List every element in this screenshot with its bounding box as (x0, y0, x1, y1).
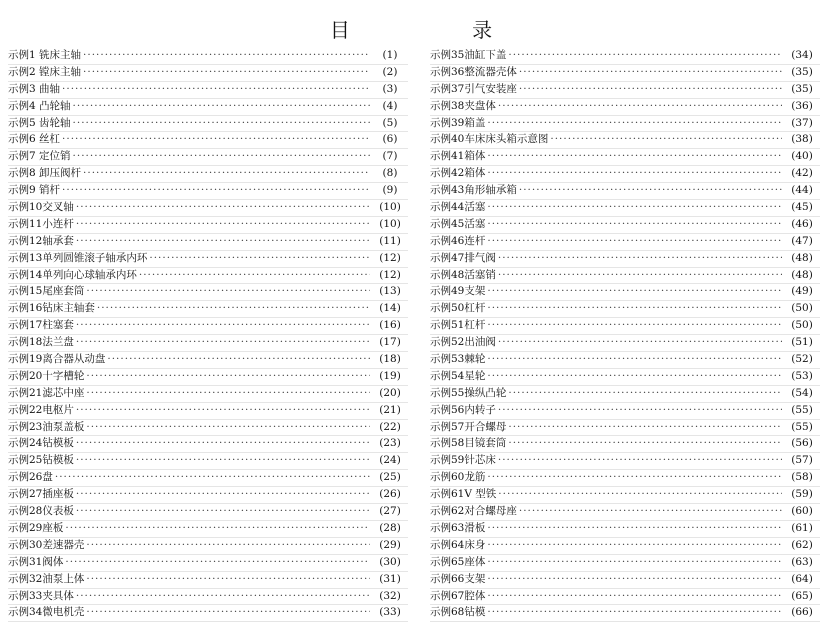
toc-entry-label: 示例12轴承套 (8, 234, 74, 247)
dot-leader (149, 251, 370, 267)
toc-entry-page-number: ( 33 ) (372, 605, 408, 621)
toc-entry-page-number: ( 42 ) (784, 166, 820, 182)
toc-entry-page-number: ( 16 ) (372, 318, 408, 334)
toc-entry (430, 301, 820, 318)
toc-entry-label: 示例14单列向心球轴承内环 (8, 268, 137, 281)
toc-entry (430, 183, 820, 200)
dot-leader (76, 335, 370, 351)
toc-entry (8, 217, 408, 234)
dot-leader (508, 386, 782, 402)
dot-leader (550, 132, 782, 148)
dot-leader (487, 605, 782, 621)
toc-entry (8, 116, 408, 133)
toc-entry (8, 48, 408, 65)
dot-leader (76, 589, 370, 605)
dot-leader (86, 386, 370, 402)
toc-entry-label: 示例18法兰盘 (8, 336, 74, 349)
toc-entry-label: 示例13单列圆锥滚子轴承内环 (8, 251, 148, 264)
toc-entry-page-number: ( 59 ) (784, 487, 820, 503)
dot-leader (487, 352, 782, 368)
toc-entry-label: 示例27插座板 (8, 488, 74, 501)
dot-leader (86, 420, 370, 436)
toc-entry (430, 470, 820, 487)
dot-leader (487, 589, 782, 605)
toc-entry-label: 示例36整流器壳体 (430, 65, 517, 78)
toc-entry-label: 示例46连杆 (430, 234, 486, 247)
toc-entry-label: 示例68钻模 (430, 606, 486, 619)
toc-entry-page-number: ( 51 ) (784, 335, 820, 351)
dot-leader (86, 369, 370, 385)
toc-entry-page-number: ( 12 ) (372, 251, 408, 267)
toc-entry-label: 示例45活塞 (430, 217, 486, 230)
toc-entry (8, 251, 408, 268)
toc-entry (8, 132, 408, 149)
dot-leader (487, 470, 782, 486)
toc-entry (430, 487, 820, 504)
dot-leader (76, 318, 370, 334)
toc-entry (8, 335, 408, 352)
toc-entry (430, 572, 820, 589)
toc-entry (430, 369, 820, 386)
toc-entry-label: 示例33夹具体 (8, 589, 74, 602)
toc-entry-label: 示例19离合器从动盘 (8, 353, 106, 366)
toc-entry-label: 示例52出油阀 (430, 336, 496, 349)
toc-entry-page-number: ( 6 ) (372, 132, 408, 148)
toc-entry-page-number: ( 4 ) (372, 99, 408, 115)
toc-entry (8, 284, 408, 301)
toc-entry-page-number: ( 53 ) (784, 369, 820, 385)
toc-entry-label: 示例32油泵上体 (8, 572, 85, 585)
dot-leader (73, 99, 370, 115)
toc-entry-label: 示例5 齿轮轴 (8, 116, 71, 129)
dot-leader (519, 65, 782, 81)
toc-entry-label: 示例60龙筋 (430, 471, 486, 484)
dot-leader (76, 200, 370, 216)
toc-entry (8, 99, 408, 116)
dot-leader (487, 318, 782, 334)
dot-leader (97, 301, 370, 317)
dot-leader (508, 436, 782, 452)
toc-entry-label: 示例9 销杆 (8, 184, 61, 197)
toc-entry (8, 436, 408, 453)
toc-entry-page-number: ( 27 ) (372, 504, 408, 520)
dot-leader (498, 487, 782, 503)
toc-entry-page-number: ( 8 ) (372, 166, 408, 182)
toc-entry-page-number: ( 28 ) (372, 521, 408, 537)
toc-entry-page-number: ( 44 ) (784, 183, 820, 199)
toc-entry-page-number: ( 29 ) (372, 538, 408, 554)
toc-entry (8, 386, 408, 403)
toc-entry (430, 132, 820, 149)
dot-leader (487, 555, 782, 571)
toc-entry-label: 示例35油缸下盖 (430, 49, 507, 61)
toc-entry (430, 284, 820, 301)
dot-leader (487, 301, 782, 317)
toc-entry-label: 示例38夹盘体 (430, 99, 496, 112)
dot-leader (83, 65, 370, 81)
toc-entry (8, 149, 408, 166)
dot-leader (519, 183, 782, 199)
toc-entry-label: 示例48活塞销 (430, 268, 496, 281)
toc-entry-page-number: ( 21 ) (372, 403, 408, 419)
toc-entry (8, 605, 408, 622)
toc-entry-page-number: ( 32 ) (372, 589, 408, 605)
toc-entry-page-number: ( 23 ) (372, 436, 408, 452)
toc-entry-page-number: ( 37 ) (784, 116, 820, 132)
toc-entry-label: 示例15尾座套筒 (8, 285, 85, 298)
toc-entry (8, 487, 408, 504)
toc-entry-page-number: ( 5 ) (372, 116, 408, 132)
dot-leader (487, 369, 782, 385)
toc-entry-label: 示例24钻模板 (8, 437, 74, 450)
toc-entry-label: 示例23油泵盖板 (8, 420, 85, 433)
dot-leader (76, 504, 370, 520)
toc-entry (430, 217, 820, 234)
dot-leader (487, 166, 782, 182)
toc-entry-label: 示例41箱体 (430, 150, 486, 163)
toc-entry (8, 65, 408, 82)
toc-entry-label: 示例10交叉轴 (8, 201, 74, 214)
toc-entry-label: 示例37引气安装座 (430, 82, 517, 95)
dot-leader (76, 403, 370, 419)
dot-leader (508, 420, 782, 436)
toc-entry (8, 352, 408, 369)
toc-entry (8, 200, 408, 217)
toc-entry-label: 示例22电枢片 (8, 403, 74, 416)
toc-entry-page-number: ( 50 ) (784, 301, 820, 317)
toc-entry (8, 166, 408, 183)
toc-entry-label: 示例28仪表板 (8, 505, 74, 518)
toc-entry-page-number: ( 56 ) (784, 436, 820, 452)
toc-entry-label: 示例1 铣床主轴 (8, 49, 82, 61)
toc-entry-label: 示例56内转子 (430, 403, 496, 416)
toc-entry-page-number: ( 48 ) (784, 251, 820, 267)
toc-entry-page-number: ( 14 ) (372, 301, 408, 317)
toc-entry-page-number: ( 57 ) (784, 453, 820, 469)
dot-leader (487, 200, 782, 216)
toc-entry-page-number: ( 46 ) (784, 217, 820, 233)
dot-leader (519, 504, 782, 520)
toc-entry-page-number: ( 48 ) (784, 268, 820, 284)
toc-entry (430, 453, 820, 470)
toc-entry-label: 示例66支架 (430, 572, 486, 585)
toc-entry-page-number: ( 34 ) (784, 48, 820, 64)
toc-entry-label: 示例17柱塞套 (8, 319, 74, 332)
toc-entry (8, 538, 408, 555)
toc-entry-label: 示例4 凸轮轴 (8, 99, 71, 112)
toc-entry-page-number: ( 31 ) (372, 572, 408, 588)
toc-entry (430, 589, 820, 606)
toc-entry (8, 183, 408, 200)
toc-entry (430, 116, 820, 133)
dot-leader (519, 82, 782, 98)
dot-leader (76, 436, 370, 452)
toc-entry-page-number: ( 12 ) (372, 268, 408, 284)
toc-entry-label: 示例53棘轮 (430, 353, 486, 366)
dot-leader (65, 521, 370, 537)
toc-right-column (430, 48, 820, 622)
toc-entry-label: 示例39箱盖 (430, 116, 486, 129)
toc-entry (8, 470, 408, 487)
toc-entry-label: 示例67腔体 (430, 589, 486, 602)
toc-entry-page-number: ( 17 ) (372, 335, 408, 351)
dot-leader (65, 555, 370, 571)
toc-entry (430, 420, 820, 437)
dot-leader (83, 166, 370, 182)
dot-leader (139, 268, 370, 284)
toc-entry (430, 555, 820, 572)
toc-entry-page-number: ( 38 ) (784, 132, 820, 148)
toc-entry (430, 403, 820, 420)
toc-entry (8, 420, 408, 437)
dot-leader (487, 217, 782, 233)
toc-entry-page-number: ( 30 ) (372, 555, 408, 571)
dot-leader (83, 48, 370, 64)
toc-entry-label: 示例59针芯床 (430, 454, 496, 467)
toc-entry (8, 572, 408, 589)
toc-entry-label: 示例26盘 (8, 471, 53, 484)
toc-entry-label: 示例58目镜套筒 (430, 437, 507, 450)
toc-entry-page-number: ( 7 ) (372, 149, 408, 165)
toc-entry-page-number: ( 54 ) (784, 386, 820, 402)
dot-leader (487, 572, 782, 588)
dot-leader (86, 572, 370, 588)
toc-entry (430, 386, 820, 403)
toc-entry-label: 示例65座体 (430, 555, 486, 568)
toc-entry (430, 318, 820, 335)
toc-entry (430, 65, 820, 82)
dot-leader (76, 487, 370, 503)
toc-left-column (8, 48, 408, 622)
toc-entry-page-number: ( 47 ) (784, 234, 820, 250)
dot-leader (487, 234, 782, 250)
toc-entry-label: 示例54星轮 (430, 369, 486, 382)
toc-entry (8, 369, 408, 386)
dot-leader (73, 149, 370, 165)
toc-entry (8, 403, 408, 420)
dot-leader (62, 82, 370, 98)
toc-entry-page-number: ( 49 ) (784, 284, 820, 300)
toc-entry-label: 示例29座板 (8, 521, 64, 534)
toc-entry-label: 示例11小连杆 (8, 217, 74, 230)
toc-entry-label: 示例49支架 (430, 285, 486, 298)
dot-leader (487, 149, 782, 165)
dot-leader (86, 605, 370, 621)
dot-leader (86, 284, 370, 300)
toc-entry-page-number: ( 11 ) (372, 234, 408, 250)
toc-entry-label: 示例47排气阀 (430, 251, 496, 264)
toc-entry-label: 示例3 曲轴 (8, 82, 61, 95)
toc-entry (430, 504, 820, 521)
toc-entry-page-number: ( 3 ) (372, 82, 408, 98)
page-title: 目 录 (329, 18, 551, 42)
toc-entry-page-number: ( 50 ) (784, 318, 820, 334)
toc-entry-page-number: ( 18 ) (372, 352, 408, 368)
toc-entry (430, 605, 820, 622)
toc-entry-page-number: ( 62 ) (784, 538, 820, 554)
toc-entry (430, 99, 820, 116)
toc-entry-page-number: ( 58 ) (784, 470, 820, 486)
dot-leader (498, 403, 782, 419)
toc-entry-label: 示例61V 型铁 (430, 488, 497, 501)
toc-entry-page-number: ( 25 ) (372, 470, 408, 486)
dot-leader (487, 538, 782, 554)
dot-leader (76, 234, 370, 250)
toc-entry (8, 589, 408, 606)
dot-leader (55, 470, 370, 486)
toc-entry-page-number: ( 10 ) (372, 217, 408, 233)
toc-entry (430, 436, 820, 453)
toc-entry-label: 示例62对合螺母座 (430, 505, 517, 518)
toc-entry-page-number: ( 20 ) (372, 386, 408, 402)
toc-entry-label: 示例34微电机壳 (8, 606, 85, 619)
dot-leader (498, 251, 782, 267)
toc-entry (430, 149, 820, 166)
dot-leader (86, 538, 370, 554)
toc-entry-label: 示例63滑板 (430, 521, 486, 534)
toc-entry-label: 示例16钻床主轴套 (8, 302, 95, 315)
toc-entry (430, 268, 820, 285)
toc-entry-page-number: ( 45 ) (784, 200, 820, 216)
toc-entry-page-number: ( 13 ) (372, 284, 408, 300)
toc-entry-page-number: ( 36 ) (784, 99, 820, 115)
toc-entry (430, 82, 820, 99)
toc-entry-page-number: ( 9 ) (372, 183, 408, 199)
toc-entry-page-number: ( 55 ) (784, 403, 820, 419)
dot-leader (76, 453, 370, 469)
dot-leader (76, 217, 370, 233)
toc-entry-label: 示例64床身 (430, 538, 486, 551)
toc-entry-label: 示例42箱体 (430, 167, 486, 180)
dot-leader (487, 284, 782, 300)
dot-leader (73, 116, 370, 132)
toc-entry-label: 示例20十字槽轮 (8, 369, 85, 382)
toc-entry-page-number: ( 52 ) (784, 352, 820, 368)
toc-entry (430, 251, 820, 268)
toc-entry-label: 示例31阀体 (8, 555, 64, 568)
toc-entry (8, 555, 408, 572)
toc-entry-page-number: ( 66 ) (784, 605, 820, 621)
toc-entry-page-number: ( 26 ) (372, 487, 408, 503)
toc-entry-page-number: ( 65 ) (784, 589, 820, 605)
toc-entry (8, 82, 408, 99)
toc-entry-page-number: ( 10 ) (372, 200, 408, 216)
toc-entry-page-number: ( 64 ) (784, 572, 820, 588)
toc-entry (8, 234, 408, 251)
toc-entry (430, 200, 820, 217)
dot-leader (487, 521, 782, 537)
toc-entry (8, 521, 408, 538)
toc-entry-label: 示例30差速器壳 (8, 538, 85, 551)
dot-leader (508, 48, 782, 64)
dot-leader (498, 268, 782, 284)
toc-entry-label: 示例6 丝杠 (8, 133, 61, 146)
toc-entry (430, 538, 820, 555)
toc-entry-label: 示例2 镗床主轴 (8, 65, 82, 78)
dot-leader (498, 335, 782, 351)
toc-entry-label: 示例7 定位销 (8, 150, 71, 163)
toc-entry-label: 示例8 卸压阀杆 (8, 167, 82, 180)
toc-entry-page-number: ( 40 ) (784, 149, 820, 165)
dot-leader (498, 453, 782, 469)
toc-entry (8, 453, 408, 470)
toc-entry-page-number: ( 22 ) (372, 420, 408, 436)
toc-entry (430, 48, 820, 65)
toc-entry-page-number: ( 55 ) (784, 420, 820, 436)
toc-entry-page-number: ( 1 ) (372, 48, 408, 64)
toc-entry-label: 示例51杠杆 (430, 319, 486, 332)
toc-entry-page-number: ( 60 ) (784, 504, 820, 520)
toc-entry (430, 166, 820, 183)
toc-entry-label: 示例57开合螺母 (430, 420, 507, 433)
dot-leader (62, 183, 370, 199)
toc-entry-label: 示例43角形轴承箱 (430, 184, 517, 197)
toc-entry-label: 示例50杠杆 (430, 302, 486, 315)
toc-entry (8, 504, 408, 521)
toc-entry-label: 示例44活塞 (430, 201, 486, 214)
toc-entry-page-number: ( 24 ) (372, 453, 408, 469)
toc-entry-page-number: ( 35 ) (784, 82, 820, 98)
dot-leader (487, 116, 782, 132)
dot-leader (498, 99, 782, 115)
toc-entry (8, 318, 408, 335)
toc-entry-page-number: ( 61 ) (784, 521, 820, 537)
toc-entry (8, 268, 408, 285)
toc-entry-page-number: ( 2 ) (372, 65, 408, 81)
dot-leader (107, 352, 370, 368)
toc-entry (8, 301, 408, 318)
toc-entry-label: 示例55操纵凸轮 (430, 386, 507, 399)
toc-entry-page-number: ( 35 ) (784, 65, 820, 81)
dot-leader (62, 132, 370, 148)
toc-entry (430, 521, 820, 538)
toc-entry-label: 示例25钻模板 (8, 454, 74, 467)
toc-entry (430, 234, 820, 251)
toc-entry-label: 示例21滤芯中座 (8, 386, 85, 399)
toc-entry (430, 352, 820, 369)
toc-entry-label: 示例40车床床头箱示意图 (430, 133, 549, 146)
toc-entry-page-number: ( 63 ) (784, 555, 820, 571)
toc-entry-page-number: ( 19 ) (372, 369, 408, 385)
toc-entry (430, 335, 820, 352)
